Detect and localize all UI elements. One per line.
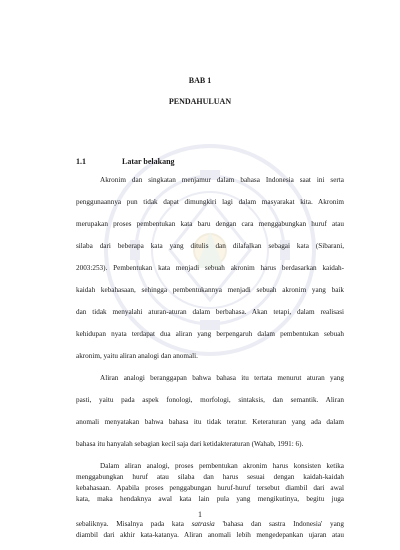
section-number: 1.1: [76, 157, 86, 166]
body-line: Aliran analogi beranggapan bahwa bahasa itu tertata menurut aturan yang: [100, 374, 344, 382]
body-line: diambil dari akhir kata-katanya. Aliran anomali lebih mengedepankan ujaran atau: [76, 531, 344, 539]
section-heading: [76, 157, 175, 166]
body-line: 2003:253). Pembentukan kata menjadi sebuah akronim harus berdasarkan kaidah-: [76, 264, 344, 272]
body-line: anomali menyatakan bahwa bahasa itu tidak teratur. Keteraturan yang ada dalam: [76, 418, 344, 426]
body-line: bahasa itu hanyalah sebagian kecil saja dari ketidakteraturan (Wahab, 1991: 6).: [76, 440, 304, 448]
body-line: kebahasaan. Apabila proses penggabungan huruf-huruf tersebut diambil dari awal: [76, 484, 344, 492]
body-line: penggunaannya pun tidak dapat dimungkiri lagi dalam masyarakat kita. Akronim: [76, 198, 344, 206]
body-line: kaidah kebahasaan, sehingga pembentukannya menjadi sebuah akronim yang baik: [76, 286, 344, 294]
body-line: kehidupan nyata terdapat dua aliran yang berpengaruh dalam pembentukan sebuah: [76, 330, 344, 338]
chapter-title: PENDAHULUAN: [168, 97, 232, 106]
chapter-label: BAB 1: [188, 76, 212, 85]
body-line: dan tidak menyalahi aturan-aturan dalam berbahasa. Akan tetapi, dalam realisasi: [76, 308, 344, 316]
body-line: merupakan proses pembentukan kata baru dengan cara menggabungkan huruf atau: [76, 220, 344, 228]
body-line: kata, maka hendaknya awal kata lain pula yang mengikutinya, begitu juga: [76, 495, 344, 503]
body-line: menggabungkan huruf atau silaba dan harus sesuai dengan kaidah-kaidah: [76, 473, 344, 481]
body-line: pasti, yaitu pada aspek fonologi, morfologi, sintaksis, dan semantik. Aliran: [76, 396, 344, 404]
body-line: silaba dari beberapa kata yang ditulis dan dilafalkan sebagai kata (Sibarani,: [76, 242, 344, 250]
body-line: akronim, yaitu aliran analogi dan anomali.: [76, 352, 198, 360]
section-title: Latar belakang: [122, 157, 175, 166]
example-term: satrasia: [191, 520, 215, 528]
body-line: sebaliknya. Misalnya pada kata satrasia 'bahasa dan sastra Indonesia' yang: [76, 520, 344, 528]
body-line: Akronim dan singkatan menjamur dalam bahasa Indonesia saat ini serta: [100, 176, 344, 184]
body-line: Dalam aliran analogi, proses pembentukan akronim harus konsisten ketika: [100, 462, 344, 470]
page-number: 1: [198, 510, 202, 519]
